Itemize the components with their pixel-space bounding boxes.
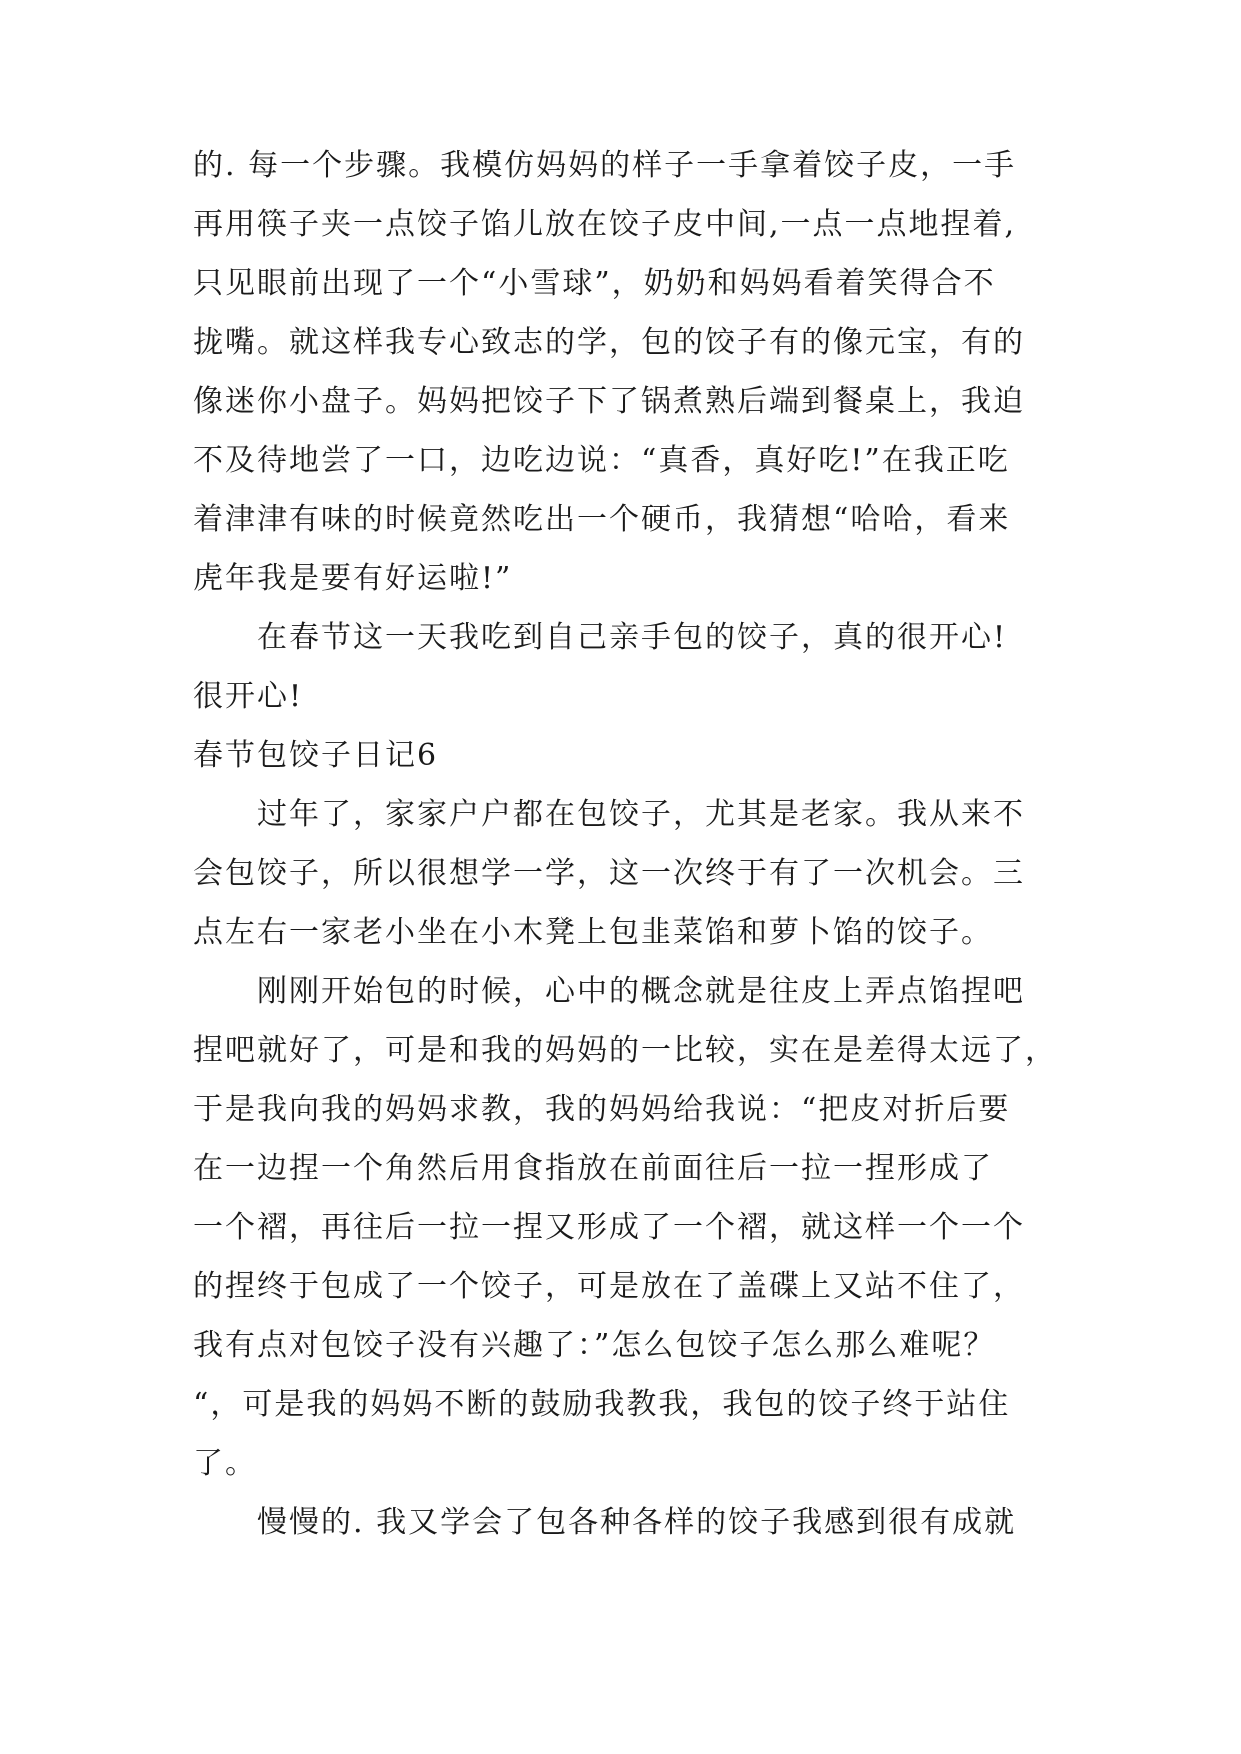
- paragraph-start-line: 在春节这一天我吃到自己亲手包的饺子，真的很开心!: [257, 620, 1008, 655]
- text-line-6: 不及待地尝了一口，边吃边说：“真香，真好吃!”在我正吃: [193, 443, 1010, 478]
- paragraph-start-line: 刚刚开始包的时候，心中的概念就是往皮上弄点馅捏吧: [257, 974, 1025, 1009]
- text-line-4: 拢嘴。就这样我专心致志的学，包的饺子有的像元宝，有的: [193, 325, 1025, 360]
- text-line-7: 着津津有味的时候竟然吃出一个硬币，我猜想“哈哈，看来: [193, 502, 1011, 537]
- text-line-14: 点左右一家老小坐在小木凳上包韭菜馅和萝卜馅的饺子。: [193, 915, 993, 950]
- text-line-17: 于是我向我的妈妈求教，我的妈妈给我说：“把皮对折后要: [193, 1092, 1011, 1127]
- text-line-8: 虎年我是要有好运啦!”: [193, 561, 513, 596]
- paragraph-start-line: 慢慢的. 我又学会了包各种各样的饺子我感到很有成就: [257, 1505, 1017, 1540]
- text-line-2: 再用筷子夹一点饺子馅儿放在饺子皮中间,一点一点地捏着,: [193, 207, 1017, 242]
- paragraph-start-line: 过年了，家家户户都在包饺子，尤其是老家。我从来不: [257, 797, 1025, 832]
- text-line-10: 很开心!: [193, 679, 304, 714]
- text-line-23: 了。: [193, 1446, 257, 1481]
- text-line-22: “，可是我的妈妈不断的鼓励我教我，我包的饺子终于站住: [193, 1387, 1011, 1422]
- section-heading: 春节包饺子日记6: [193, 738, 439, 773]
- text-line-19: 一个褶，再往后一拉一捏又形成了一个褶，就这样一个一个: [193, 1210, 1025, 1245]
- text-line-21: 我有点对包饺子没有兴趣了：”怎么包饺子怎么那么难呢？: [193, 1328, 996, 1363]
- text-line-16: 捏吧就好了，可是和我的妈妈的一比较，实在是差得太远了，: [193, 1033, 1057, 1068]
- text-line-18: 在一边捏一个角然后用食指放在前面往后一拉一捏形成了: [193, 1151, 993, 1186]
- text-line-13: 会包饺子，所以很想学一学，这一次终于有了一次机会。三: [193, 856, 1025, 891]
- text-line-3: 只见眼前出现了一个“小雪球”，奶奶和妈妈看着笑得合不: [193, 266, 996, 301]
- text-line-20: 的捏终于包成了一个饺子，可是放在了盖碟上又站不住了，: [193, 1269, 1025, 1304]
- text-line-1: 的. 每一个步骤。我模仿妈妈的样子一手拿着饺子皮，一手: [193, 148, 1017, 183]
- text-line-5: 像迷你小盘子。妈妈把饺子下了锅煮熟后端到餐桌上，我迫: [193, 384, 1025, 419]
